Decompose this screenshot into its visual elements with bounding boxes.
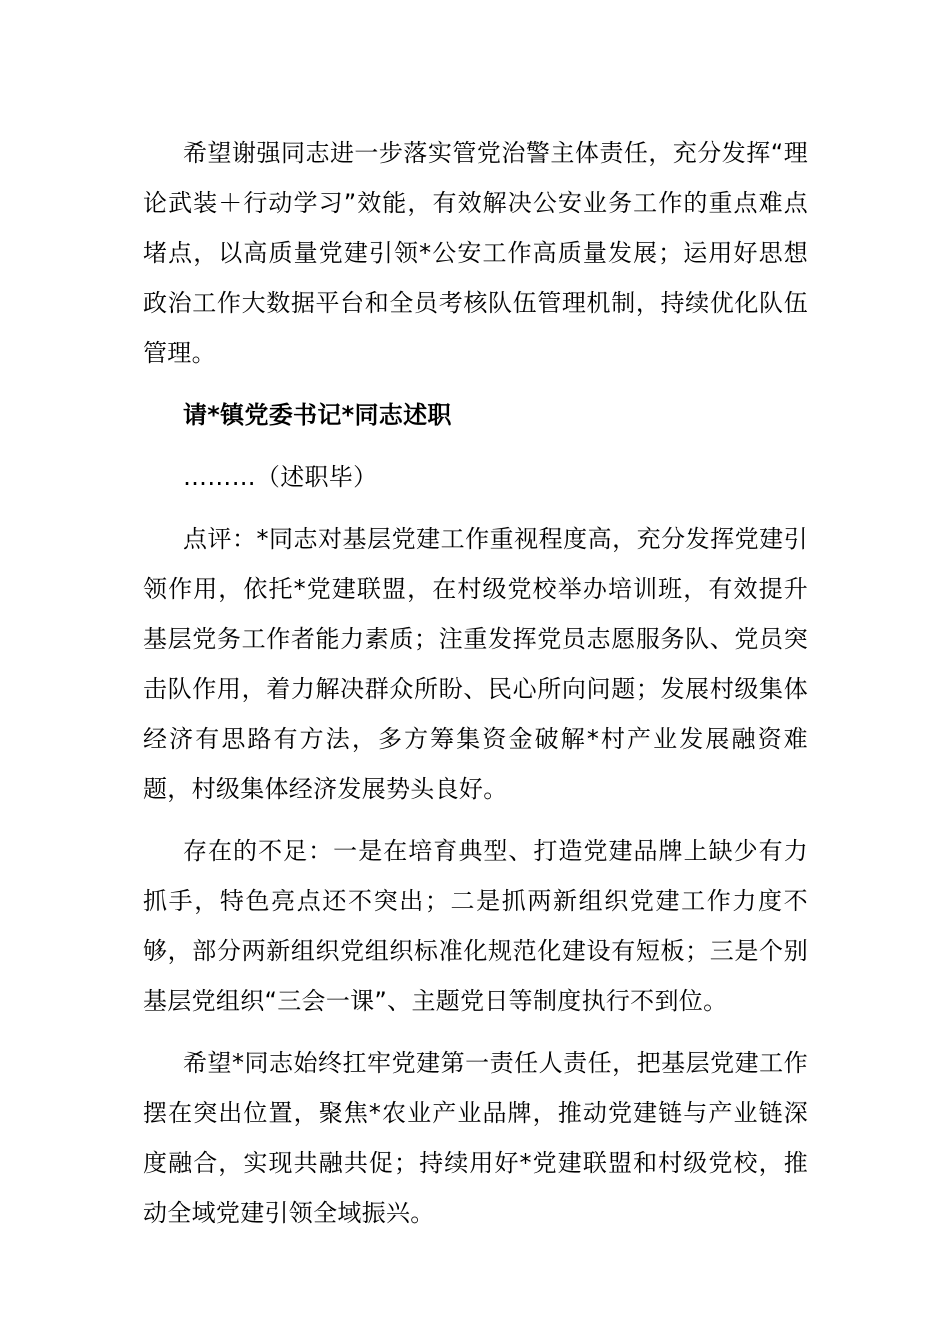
paragraph-expectation-xieqiang: 希望谢强同志进一步落实管党治警主体责任，充分发挥“理论武装＋行动学习”效能，有效解决公安业务工作的重点难点堵点，以高质量党建引领*公安工作高质量发展；运用好思想政治工作大数据平台和全员考核队伍管理机制，持续优化队伍管理。	[143, 139, 808, 367]
paragraph-report-end: ………（述职毕）	[183, 463, 378, 491]
document-body	[143, 128, 808, 1250]
paragraph-comment: 点评：*同志对基层党建工作重视程度高，充分发挥党建引领作用，依托*党建联盟，在村级党校举办培训班，有效提升基层党务工作者能力素质；注重发挥党员志愿服务队、党员突击队作用，着力解决群众所盼、民心所向问题；发展村级集体经济有思路有方法，多方筹集资金破解*村产业发展融资难题，村级集体经济发展势头良好。	[143, 525, 808, 803]
paragraph-shortcomings: 存在的不足：一是在培育典型、打造党建品牌上缺少有力抓手，特色亮点还不突出；二是抓两新组织党建工作力度不够，部分两新组织党组织标准化规范化建设有短板；三是个别基层党组织“三会一课”、主题党日等制度执行不到位。	[143, 837, 808, 1015]
paragraph-invite-report: 请*镇党委书记*同志述职	[183, 401, 452, 429]
paragraph-expectation: 希望*同志始终扛牢党建第一责任人责任，把基层党建工作摆在突出位置，聚焦*农业产业品牌，推动党建链与产业链深度融合，实现共融共促；持续用好*党建联盟和村级党校，推动全域党建引领全域振兴。	[143, 1049, 808, 1227]
